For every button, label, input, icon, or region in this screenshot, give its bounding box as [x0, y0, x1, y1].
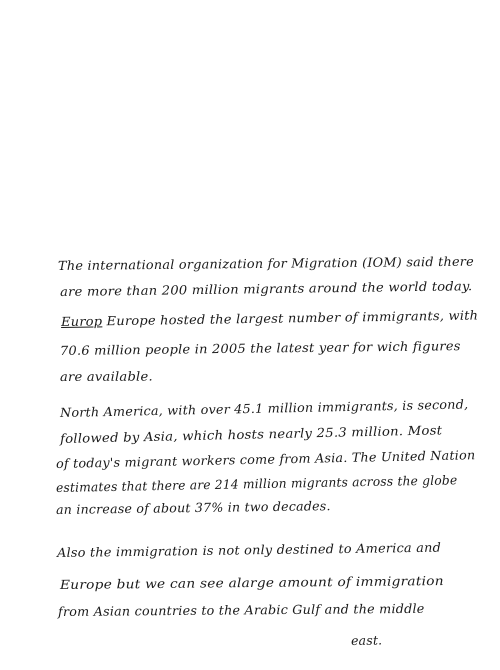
text-line: estimates that there are 214 million migrants across the globe: [55, 472, 458, 495]
text-line: followed by Asia, which hosts nearly 25.3 million. Most: [59, 422, 443, 446]
text-line: 70.6 million people in 2005 the latest year for wich figures: [59, 338, 461, 358]
text-line: are available.: [59, 368, 153, 384]
text-line: Europe but we can see alarge amount of immigration: [59, 572, 444, 592]
text-line: North America, with over 45.1 million immigrants, is second,: [59, 396, 469, 420]
text-line: of today's migrant workers come from Asia. The United Nation: [55, 447, 476, 471]
text-line: The international organization for Migration (IOM) said there: [57, 253, 475, 273]
text-line: an increase of about 37% in two decades.: [55, 498, 331, 517]
text-line: Also the immigration is not only destined to America and: [56, 539, 442, 560]
text-line: [61, 307, 478, 329]
text-fragment: Europe hosted the largest number of immigrants, with: [102, 307, 479, 329]
text-line: are more than 200 million migrants around the world today.: [59, 278, 473, 299]
crossed-out-word: Europ: [60, 313, 103, 329]
text-line: from Asian countries to the Arabic Gulf and the middle: [57, 600, 425, 619]
text-line: east.: [350, 632, 383, 648]
